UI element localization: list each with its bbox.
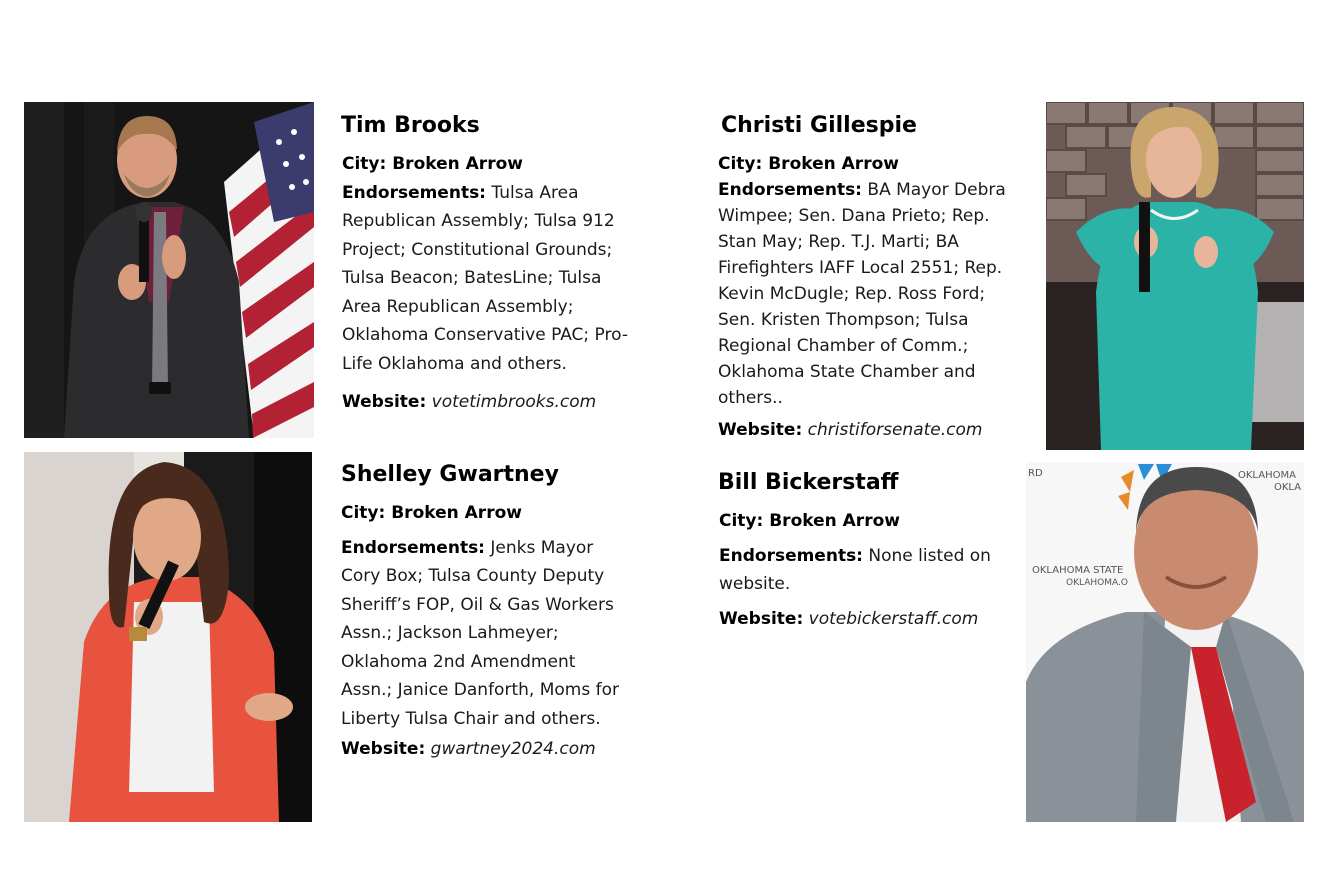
website-label: Website:: [718, 420, 803, 440]
website-link[interactable]: christiforsenate.com: [807, 420, 983, 440]
website: [719, 605, 994, 634]
endorsements-value: BA Mayor Debra Wimpee; Sen. Dana Prieto; Rep. Stan May; Rep. T.J. Marti; BA Firefighters IAFF Local 2551; Rep. Kevin McDugle; Rep. Ross Ford; Sen. Kristen Thompson; Tulsa Regional Chamber of Comm.; Oklahoma State Chamber and others..: [718, 180, 1006, 408]
website: [718, 417, 1008, 443]
candidate-city: City: Broken Arrow: [718, 154, 899, 174]
endorsements-label: Endorsements:: [341, 537, 485, 558]
candidate-name-tim-brooks: Tim Brooks: [341, 113, 480, 138]
endorsements: [342, 179, 642, 379]
candidate-name-christi-gillespie: Christi Gillespie: [721, 113, 917, 138]
christi-gillespie-photo: [1046, 102, 1304, 450]
endorsements-label: Endorsements:: [342, 182, 486, 203]
endorsements-label: Endorsements:: [719, 545, 863, 566]
endorsements-value: None listed on website.: [719, 545, 991, 594]
candidate-name-shelley-gwartney: Shelley Gwartney: [341, 462, 559, 487]
bill-bickerstaff-photo: [1026, 462, 1304, 822]
candidate-city: City: Broken Arrow: [342, 154, 523, 174]
endorsements-value: Tulsa Area Republican Assembly; Tulsa 912 Project; Constitutional Grounds; Tulsa Beacon; BatesLine; Tulsa Area Republican Assembly; Oklahoma Conservative PAC; Pro-Life Oklahoma and others.: [342, 182, 628, 374]
backdrop-text-2: OKLAHOMA.O: [1066, 578, 1128, 588]
candidate-name-bill-bickerstaff: Bill Bickerstaff: [718, 470, 899, 495]
candidate-info-bill-bickerstaff: [719, 507, 994, 633]
backdrop-text-1: OKLAHOMA STATE: [1032, 565, 1124, 576]
backdrop-text-3: OKLAHOMA: [1238, 470, 1296, 481]
website: [341, 735, 621, 764]
candidate-info-christi-gillespie: [718, 151, 1008, 443]
endorsements: [718, 177, 1008, 411]
website-label: Website:: [342, 392, 427, 412]
website: [342, 388, 642, 417]
website-label: Website:: [719, 608, 804, 629]
endorsements: [719, 542, 994, 599]
tim-brooks-photo: [24, 102, 314, 438]
endorsements: [341, 534, 621, 734]
candidate-info-tim-brooks: [342, 150, 642, 417]
website-link[interactable]: votetimbrooks.com: [431, 392, 597, 412]
endorsements-value: Jenks Mayor Cory Box; Tulsa County Deputy Sheriff’s FOP, Oil & Gas Workers Assn.; Jackson Lahmeyer; Oklahoma 2nd Amendment Assn.; Janice Danforth, Moms for Liberty Tulsa Chair and others.: [341, 537, 619, 729]
shelley-gwartney-photo: [24, 452, 312, 822]
candidate-city: City: Broken Arrow: [719, 511, 900, 531]
backdrop-text-4: OKLA: [1274, 482, 1302, 493]
endorsements-label: Endorsements:: [718, 180, 862, 200]
backdrop-rd-fragment: RD: [1028, 468, 1043, 479]
website-label: Website:: [341, 739, 426, 759]
candidate-city: City: Broken Arrow: [341, 503, 522, 523]
candidate-info-shelley-gwartney: [341, 499, 621, 764]
website-link[interactable]: votebickerstaff.com: [808, 608, 979, 629]
website-link[interactable]: gwartney2024.com: [430, 739, 596, 759]
